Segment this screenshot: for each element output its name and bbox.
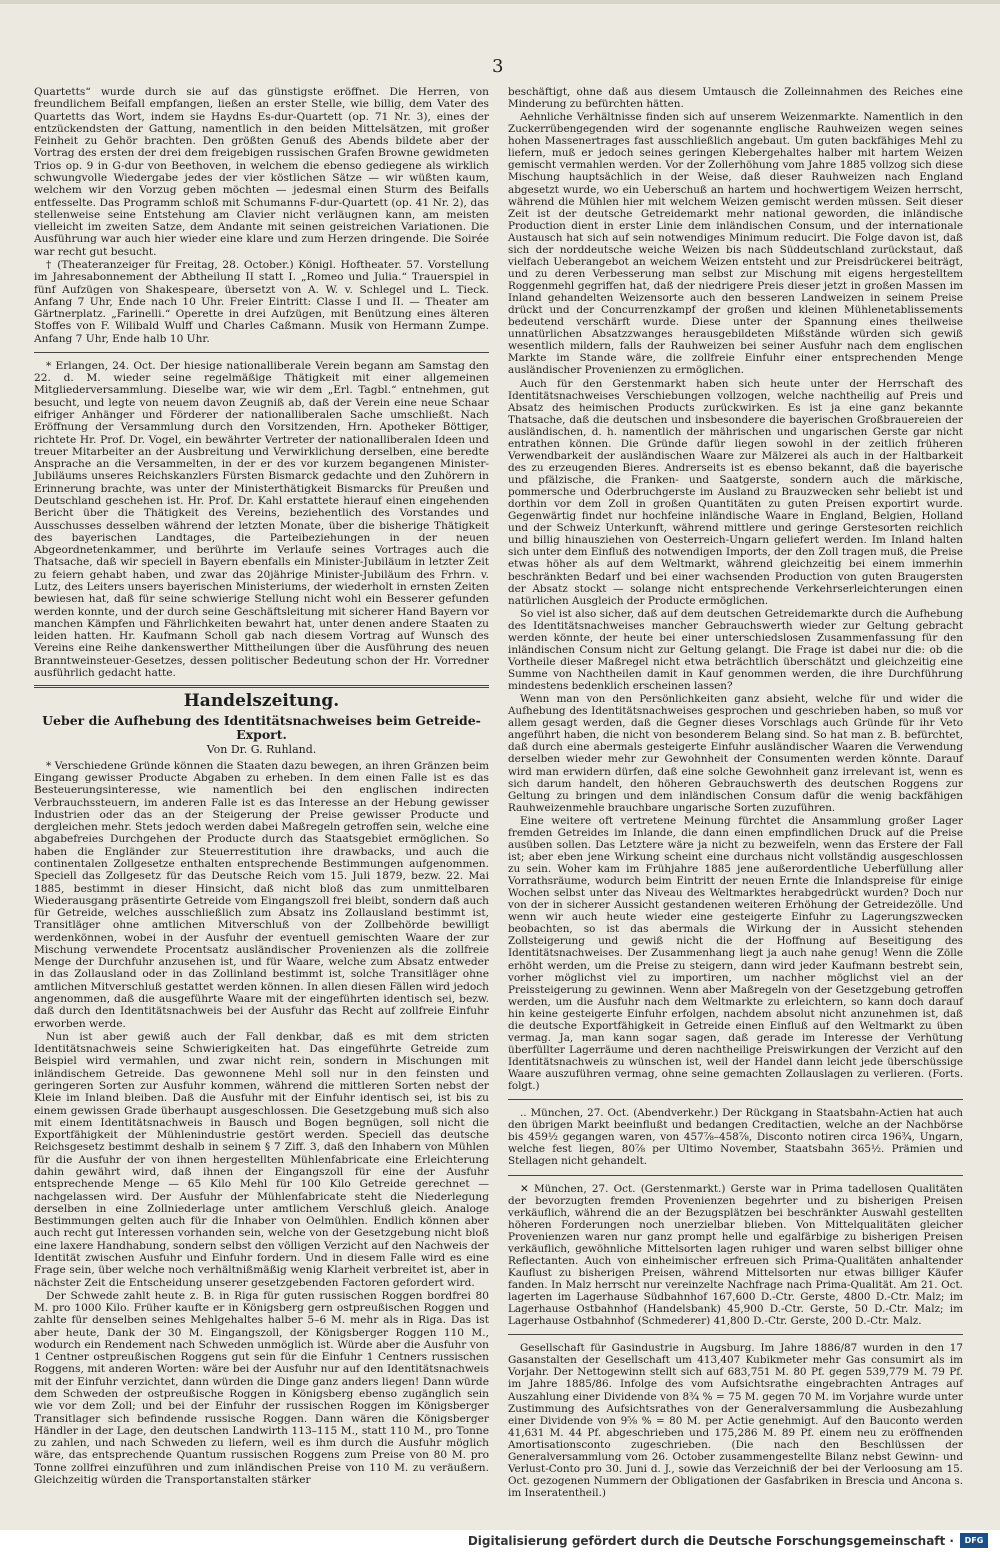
section-title: Handelszeitung. <box>183 691 340 712</box>
erlangen-report-paragraph: * Erlangen, 24. Oct. Der hiesige nationalliberale Verein begann am Samstag den 22. d. M. wieder seine regelmäßige Thätigkeit mit einer allgemeinen Mitgliederversammlung. Dieselbe war, wie wir dem „Erl. Tagbl.“ entnehmen, gut besucht, und legte von neuem davon Zeugniß ab, daß der Verein eine neue Schaar eifriger Anhänger und Förderer der nationalliberalen Sache umschließt. Nach Eröffnung der Versammlung durch den Vorsitzenden, Hrn. Apotheker Böttiger, richtete Hr. Prof. Dr. Vogel, ein bewährter Vertreter der nationalliberalen Ideen und treuer Mitarbeiter an der Ausbreitung und Verwirklichung derselben, eine beredte Ansprache an die Versammelten, in der er des vor kurzem begangenen Minister-Jubiläums unseres Reichskanzlers Fürsten Bismarck gedachte und den Zuhörern in Erinnerung brachte, was unter der Ministerthätigkeit Bismarcks für Preußen und Deutschland geschehen ist. Hr. Prof. Dr. Kahl erstattete hierauf einen eingehenden Bericht über die Thätigkeit des Vereins, beziehentlich des Vorstandes und Ausschusses desselben während der letzten Monate, über die bisherige Thätigkeit des bayerischen Landtages, die Parteibeziehungen in der neuen Abgeordnetenkammer, und berührte im Verlaufe seines Vortrages auch die Thatsache, daß wir speciell in Bayern ebenfalls ein Minister-Jubiläum in letzter Zeit zu feiern gehabt haben, und zwar das 20jährige Minister-Jubiläum des Frhrn. v. Lutz, des Leiters unsers bayerischen Ministeriums, der wiederholt in ernsten Zeiten bewiesen hat, daß für seine schwierige Stellung nicht wohl ein Besserer gefunden werden konnte, und der durch seine Geschäftsleitung mit sicherer Hand Bayern vor manchen Kämpfen und Fährlichkeiten bewahrt hat, unter denen andere Staaten zu leiden hatten. Hr. Kaufmann Scholl gab nach diesem Vortrag auf Wunsch des Vereins eine Reihe dankenswerther Mittheilungen über die Ausführung des neuen Branntweinsteuer-Gesetzes, dessen politischer Bedeutung schon der Hr. Vorredner ausführlich gedacht hatte. <box>34 359 489 679</box>
munich-evening-market-paragraph: .. München, 27. Oct. (Abendverkehr.) Der Rückgang in Staatsbahn-Actien hat auch den übrigen Markt beeinflußt und bedangen Creditactien, welche an der Nachbörse bis 459½ gegangen waren, von 457⅞–458⅞, Disconto notiren circa 196¾, Ungarn, welche fest liegen, 80⅞ per Ultimo November, Staatsbahn 365½. Prämien und Stellagen nicht gehandelt. <box>508 1107 963 1168</box>
article-paragraph: Nun ist aber gewiß auch der Fall denkbar, daß es mit dem stricten Identitätsnachweis seine Schwierigkeiten hat. Das eingeführte Getreide zum Beispiel wird vermahlen, und zwar nicht rein, sondern in Mischungen mit inländischem Getreide. Das gewonnene Mehl soll nur in den feinsten und geringeren Sorten zur Ausfuhr kommen, während die mittleren Sorten nebst der Kleie im Inland bleiben. Daß die Ausfuhr mit der Einfuhr identisch sei, ist bis zu einem gewissen Grade überhaupt ausgeschlossen. Die Gesetzgebung muß sich also mit einem Identitätsnachweis in Bausch und Bogen begnügen, soll nicht die Exportfähigkeit der Mühlenindustrie gestört werden. Speciell das deutsche Reichsgesetz bestimmt deshalb in seinem § 7 Ziff. 3, daß den Inhabern von Mühlen für die Ausfuhr der von ihnen hergestellten Mühlenfabricate eine Erleichterung dahin gewährt wird, daß ihnen der Eingangszoll für eine der Ausfuhr entsprechende Menge — 65 Kilo Mehl für 100 Kilo Getreide gerechnet — nachgelassen wird. Der Ausfuhr der Mühlenfabricate steht die Niederlegung derselben in eine Zollniederlage unter amtlichem Verschluß gleich. Analoge Bestimmungen gelten auch für die Inhaber von Oelmühlen. Endlich können aber auch recht gut Interessen vorhanden sein, welche von der Gesetzgebung nicht bloß eine laxere Handhabung, sondern selbst den völligen Verzicht auf den Nachweis der Identität zwischen Ausfuhr und Einfuhr fordern. Und in diesem Falle wird es eine Frage sein, über welche noch verhältnißmäßig wenig Klarheit verbreitet ist, aber in nächster Zeit die Entscheidung unserer gesetzgebenden Factoren gefordert wird. <box>34 1030 489 1289</box>
munich-barley-market-paragraph: ✕ München, 27. Oct. (Gerstenmarkt.) Gerste war in Prima tadellosen Qualitäten der bevorzugten fremden Provenienzen begehrter und zu bisherigen Preisen verkäuflich, während die an der Bezugsplätzen bei beschränkter Auswahl gestellten höheren Forderungen noch unerzielbar blieben. Von Mittelqualitäten gleicher Provenienzen waren nur ganz prompt helle und egalfärbige zu bisherigen Preisen verkäuflich, gewöhnliche Mittelsorten lagen ruhiger und waren selbst billiger ohne Reflectanten. Auch von einheimischer erfreuen sich Prima-Qualitäten anhaltender Kauflust zu bisherigen Preisen, während Mittelsorten nur etwas billiger Käufer fanden. In Malz herrscht nur vereinzelte Nachfrage nach Prima-Qualität. Am 21. Oct. lagerten im Lagerhause Südbahnhof 167,600 D.-Ctr. Gerste, 4800 D.-Ctr. Malz; im Lagerhause Ostbahnhof (Handelsbank) 45,900 D.-Ctr. Gerste, 50 D.-Ctr. Malz; im Lagerhause Ostbahnhof (Schmederer) 41,800 D.-Ctr. Gerste, 200 D.-Ctr. Malz. <box>508 1182 963 1328</box>
article-paragraph: Eine weitere oft vertretene Meinung fürchtet die Ansammlung großer Lager fremden Getreides im Inlande, die dann einen empfindlichen Druck auf die Preise ausüben sollen. Das Letztere wäre ja nicht zu bezweifeln, wenn das Erstere der Fall ist; aber eben jene Wirkung scheint eine durchaus nicht vollständig ausgeschlossen zu sein. Woher kam im Frühjahre 1885 jene außerordentliche Ueberfüllung aller Vorrathsräume, wodurch beim Eintritt der neuen Ernte die Inlandspreise für einige Wochen selbst unter das Niveau des Weltmarktes herabgedrückt wurden? Doch nur von der in sicherer Aussicht gestandenen weiteren Erhöhung der Getreidezölle. Und wenn wir auch heute wieder eine gesteigerte Einfuhr zu Lagerungszwecken beobachten, so ist das abermals die Wirkung der in Aussicht stehenden Zollsteigerung und gewiß nicht die der Hoffnung auf Beseitigung des Identitätsnachweises. Der Zusammenhang liegt ja auch nahe genug! Wenn die Zölle erhöht werden, um die Preise zu steigern, dann wird jeder Kaufmann bestrebt sein, vorher möglichst viel zu importiren, um nachher möglichst viel an der Preissteigerung zu gewinnen. Wenn aber Maßregeln von der Gesetzgebung getroffen werden, um die Ausfuhr nach dem Weltmarkte zu erleichtern, so kann doch darauf hin keine gesteigerte Einfuhr erfolgen, nachdem absolut nicht anzunehmen ist, daß die deutsche Exportfähigkeit in Getreide einen Einfluß auf den Weltmarkt zu üben vermag. Ja, man kann sogar sagen, daß gerade im Interesse der Verhütung überfüllter Lagerräume und deren nachtheilige Preiswirkungen der Verzicht auf den Identitätsnachweis zu wünschen ist, weil der Handel dann leicht jede überschüssige Waare auszuführen vermag, ohne seine gemachten Zollauslagen zu verlieren. (Forts. folgt.) <box>508 814 963 1093</box>
theater-listing-paragraph: † (Theateranzeiger für Freitag, 28. October.) Königl. Hoftheater. 57. Vorstellung im Jahresabonnement der Abtheilung II statt I. „Romeo und Julia.“ Trauerspiel in fünf Aufzügen von Shakespeare, übersetzt von A. W. v. Schlegel und L. Tieck. Anfang 7 Uhr, Ende nach 10 Uhr. Freier Eintritt: Classe I und II. — Theater am Gärtnerplatz. „Farinelli.“ Operette in drei Aufzügen, mit Benützung eines älteren Stoffes von F. Wilibald Wulff und Charles Caßmann. Musik von Hermann Zumpe. Anfang 7 Uhr, Ende halb 10 Uhr. <box>34 258 489 345</box>
divider <box>508 1175 963 1176</box>
divider <box>508 1334 963 1335</box>
digitization-footer <box>0 1530 1000 1552</box>
article-paragraph: Der Schwede zahlt heute z. B. in Riga für guten russischen Roggen bordfrei 80 M. pro 1000 Kilo. Früher kaufte er in Königsberg gern ostpreußischen Roggen und zahlte für denselben seines Mehlgehaltes halber 5–6 M. mehr als in Riga. Das ist aber heute, Dank der 30 M. Eingangszoll, der Königsberger Roggen 110 M., wodurch ein Rendement nach Schweden unmöglich ist. Würde aber die Ausfuhr von 1 Centner ostpreußischen Roggens gut sein für die Einfuhr 1 Centners russischen Roggens, mit anderen Worten: wäre bei der Ausfuhr nur auf den Identitätsnachweis mit der Einfuhr verzichtet, dann würden die Dinge ganz anders liegen! Dann würde dem Schweden der ostpreußische Roggen in Königsberg ebenso zugänglich sein wie vor dem Zoll; und bei der Einfuhr der russischen Roggen im Königsberger Transitlager sich befindende russische Roggen. Dann wären die Königsberger Händler in der Lage, den deutschen Landwirth 113–115 M., statt 110 M., pro Tonne zu zahlen, und nach Schweden zu liefern, weil es ihm durch die Ausfuhr möglich wäre, das entsprechende Quantum russischen Roggens zum Preise von 80 M. pro Tonne zollfrei einzuführen und zum inländischen Preise von 110 M. zu veräußern. Gleichzeitig würden die Transportanstalten stärker <box>34 1289 489 1486</box>
page-number: 3 <box>492 56 504 77</box>
article-paragraph: * Verschiedene Gründe können die Staaten dazu bewegen, an ihren Gränzen beim Eingang gewisser Producte Abgaben zu erheben. In dem einen Falle ist es das Besteuerungsinteresse, wie namentlich bei den englischen indirecten Verbrauchssteuern, im anderen Falle ist es das Interesse an der Hebung gewisser Industrien oder das an der Steigerung der Preise gewisser Producte und dergleichen mehr. Stets jedoch werden dabei Maßregeln getroffen sein, welche eine abgabefreies Durchgehen der Producte durch das Staatsgebiet ermöglichen. So haben die Engländer zur Steuerrestitution ihre drawbacks, und auch die continentalen Zollgesetze enthalten entsprechende Bestimmungen aufgenommen. Speciell das Zollgesetz für das Deutsche Reich vom 15. Juli 1879, bezw. 22. Mai 1885, bestimmt in dieser Hinsicht, daß nicht bloß das zum unmittelbaren Wiederausgang präsentirte Getreide vom Eingangszoll frei bleibt, sondern daß auch für Getreide, welches ausschließlich zum Absatz ins Zollausland bestimmt ist, Transitläger ohne amtlichen Mitverschluß von der Zollbehörde bewilligt werdenkönnen, wobei in der Ausfuhr der eventuell gemischten Waare der zur Mischung verwendete Procentsatz ausländischer Provenienzen als die zollfreie Menge der Durchfuhr anzusehen ist, und für Waare, welche zum Absatz entweder in das Zollausland oder in das Zollinland bestimmt ist, solche Transitläger ohne amtlichen Mitverschluß gestattet werden können. In allen diesen Fällen wird jedoch angenommen, daß die ausgeführte Waare mit der eingeführten identisch sei, bezw. daß durch den Identitätsnachweis bei der Ausfuhr das Recht auf zollfreie Einfuhr erworben werde. <box>34 759 489 1030</box>
article-paragraph: So viel ist also sicher, daß auf dem deutschen Getreidemarkte durch die Aufhebung des Identitätsnachweises mancher Gebrauchswerth wieder zur Geltung gebracht werden könnte, der heute bei einer unterschiedslosen Zusammenfassung für den inländischen Consum nicht zur Geltung gelangt. Die Frage ist dabei nur die: ob die Vortheile dieser Maßregel nicht etwa beträchtlich überschätzt und gleichzeitig eine Summe von Nachtheilen damit in Kauf genommen werden, die ihre Durchführung mindestens bedenklich erscheinen lassen? <box>508 607 963 693</box>
section-divider <box>34 685 489 688</box>
divider <box>508 1099 963 1100</box>
top-edge <box>0 0 1000 4</box>
article-paragraph: Auch für den Gerstenmarkt haben sich heute unter der Herrschaft des Identitätsnachweises Verschiebungen vollzogen, welche nachtheilig auf Preis und Absatz des heimischen Products zurückwirken. Es ist ja eine ganz bekannte Thatsache, daß die deutschen und insbesondere die bayerischen Großbrauereien der ausländischen, d. h. namentlich der mährischen und ungarischen Gerste gar nicht entrathen können. Die Gründe dafür liegen sowohl in der zeitlich früheren Verwendbarkeit der ausländischen Waare zur Mälzerei als auch in der Haltbarkeit des zu erzeugenden Bieres. Andrerseits ist es ebenso bekannt, daß die bayerische und pfälzische, die Franken- und Saatgerste, sondern auch die märkische, pommersche und Oderbruchgerste im Ausland zu Brauzwecken sehr beliebt ist und dorthin vor dem Zoll in großen Quantitäten zu guten Preisen exportirt wurde. Gegenwärtig findet nur hochfeine inländische Waare in England, Belgien, Holland und der Schweiz Unterkunft, während mittlere und geringe Gerstesorten reichlich und billig hinausziehen von Oesterreich-Ungarn geliefert werden. Im Inland halten sich unter dem Einfluß des notwendigen Imports, der den Zoll tragen muß, die Preise etwas höher als auf dem Weltmarkt, während gleichzeitig bei einem immerhin beschränkten Bedarf und bei einer wachsenden Production von guten Braugersten der Absatz stockt — solange nicht entsprechende Verkehrserleichterungen einen natürlichen Ausgleich der Producte ermöglichen. <box>508 377 963 607</box>
footer-credit-text: Digitalisierung gefördert durch die Deutsche Forschungsgemeinschaft · <box>467 1534 954 1548</box>
article-byline: Von Dr. G. Ruhland. <box>206 742 317 756</box>
right-column <box>508 86 963 1500</box>
gas-industry-report-paragraph: Gesellschaft für Gasindustrie in Augsburg. Im Jahre 1886/87 wurden in den 17 Gasanstalten der Gesellschaft um 413,407 Kubikmeter mehr Gas consumirt als im Vorjahr. Der Nettogewinn stellt sich auf 683,751 M. 80 Pf. gegen 539,779 M. 79 Pf. im Jahre 1885/86. Infolge des vom Aufsichtsrathe eingebrachten Antrages auf Auszahlung einer Dividende von 8¾ % = 75 M. gegen 70 M. im Vorjahre wurde unter Zustimmung des Aufsichtsrathes von der Generalversammlung die Ausbezahlung einer Dividende von 9⅝ % = 80 M. per Actie genehmigt. Auf den Bauconto werden 41,631 M. 44 Pf. abgeschrieben und 175,286 M. 89 Pf. einem neu zu eröffnenden Amortisationsconto zugeschrieben. (Die nach den Beschlüssen der Generalversammlung vom 26. October zusammengestellte Bilanz nebst Gewinn- und Verlust-Conto pro 30. Juni d. J., sowie das Verzeichniß der bei der Verloosung am 15. Oct. gezogenen Nummern der Obligationen der Gasfabriken in Brescia und Ancona s. im Inseratentheil.) <box>508 1342 963 1499</box>
article-continuation-paragraph: beschäftigt, ohne daß aus diesem Umtausch die Zolleinnahmen des Reiches eine Minderung zu befürchten hätten. <box>508 86 963 111</box>
divider <box>34 352 489 353</box>
quartet-review-paragraph: Quartetts“ wurde durch sie auf das günstigste eröffnet. Die Herren, von freundlichem Beifall empfangen, ließen an erster Stelle, wie billig, dem Vater des Quartetts das Wort, indem sie Haydns Es-dur-Quartett (op. 71 Nr. 3), eines der entzückendsten der Gattung, namentlich in den beiden Mittelsätzen, mit großer Feinheit zu Gehör brachten. Den größten Genuß des Abends bildete aber der Vortrag des ersten der drei dem freigebigen russischen Grafen Browne gewidmeten Trios op. 9 in G-dur von Beethoven, in welchem die ebenso gediegene als wirklich schwungvolle Wiedergabe jedes der vier köstlichen Sätze — wir wüßten kaum, welchem wir den Vorzug geben möchten — jedesmal einen Sturm des Beifalls entfesselte. Das Programm schloß mit Schumanns F-dur-Quartett (op. 41 Nr. 2), das stellenweise seine Entstehung am Clavier nicht verläugnen kann, am meisten vielleicht im zweiten Satze, dem Andante mit seinen geistreichen Variationen. Die Ausführung war auch hier wieder eine klare und zum Herzen dringende. Die Soirée war recht gut besucht. <box>34 86 489 258</box>
left-column <box>34 86 489 1487</box>
article-paragraph: Wenn man von den Persönlichkeiten ganz absieht, welche für und wider die Aufhebung des Identitätsnachweises gesprochen und geschrieben haben, so muß vor allem gesagt werden, daß die Gegner dieses Vorschlags auch Gründe für ihr Veto angeführt haben, die nicht von besonderem Belang sind. So hat man z. B. befürchtet, daß durch eine abermals gesteigerte Einfuhr ausländischer Waaren die Verwendung derselben wieder mehr zur Gewohnheit der Consumenten werden könnte. Darauf wird man erwidern dürfen, daß eine solche Gewohnheit ganz irrelevant ist, wenn es sich darum handelt, den höheren Gebrauchswerth des deutschen Roggens zur Geltung zu bringen und dem inländischen Consum dafür die wenig backfähigen Rauhweizenmehle brauchbare ungarische Sorten zuzuführen. <box>508 693 963 814</box>
dfg-logo: DFG <box>960 1533 988 1548</box>
article-paragraph: Aehnliche Verhältnisse finden sich auf unserem Weizenmarkte. Namentlich in den Zuckerrübengegenden wird der sogenannte englische Rauhweizen wegen seines hohen Massenertrages fast ausschließlich angebaut. Um guten backfähiges Mehl zu liefern, muß er jedoch seines geringen Klebergehaltes halber mit hartem Weizen gemischt vermahlen werden. Vor der Zollerhöhung vom Jahre 1885 vollzog sich diese Mischung hauptsächlich in der Weise, daß dieser Rauhweizen nach England abgesetzt wurde, wo ein Ueberschuß an hartem und hochwertigem Weizen herrscht, während die Mühlen hier mit welchem Weizen gemischt werden müssen. Seit dieser Zeit ist der deutsche Getreidemarkt mehr national geworden, die inländische Production dient in erster Linie dem inländischen Consum, und der internationale Austausch hat sich auf sein notwendiges Minimum reducirt. Die Folge davon ist, daß sich der norddeutsche weiche Weizen bis nach Süddeutschland zurückstaut, daß vielfach Ueberangebot an weichem Weizen entsteht und zur Preisdrückerei beiträgt, und zu deren Verbesserung man selbst zur Mischung mit eigens hergestelltem Roggenmehl gegriffen hat, daß der niedrigere Preis dieser jetzt in großen Massen im Inland gehandelten Weizensorte auch den besseren Landweizen in seinem Preise drückt und der Concurrenzkampf der großen und kleinen Mühlenetablissements bedeutend verschärft wurde. Diese unter der Spannung eines theilweise unnatürlichen Absatzzwanges herausgebildeten Mißstände würden sich gewiß wesentlich mildern, falls der Rauhweizen bei seiner Ausfuhr nach dem englischen Markte im Stande wäre, die zollfreie Einfuhr einer entsprechenden Menge ausländischer Provenienzen zu ermöglichen. <box>508 111 963 377</box>
article-title: Ueber die Aufhebung des Identitätsnachweises beim Getreide-Export. <box>42 712 481 743</box>
